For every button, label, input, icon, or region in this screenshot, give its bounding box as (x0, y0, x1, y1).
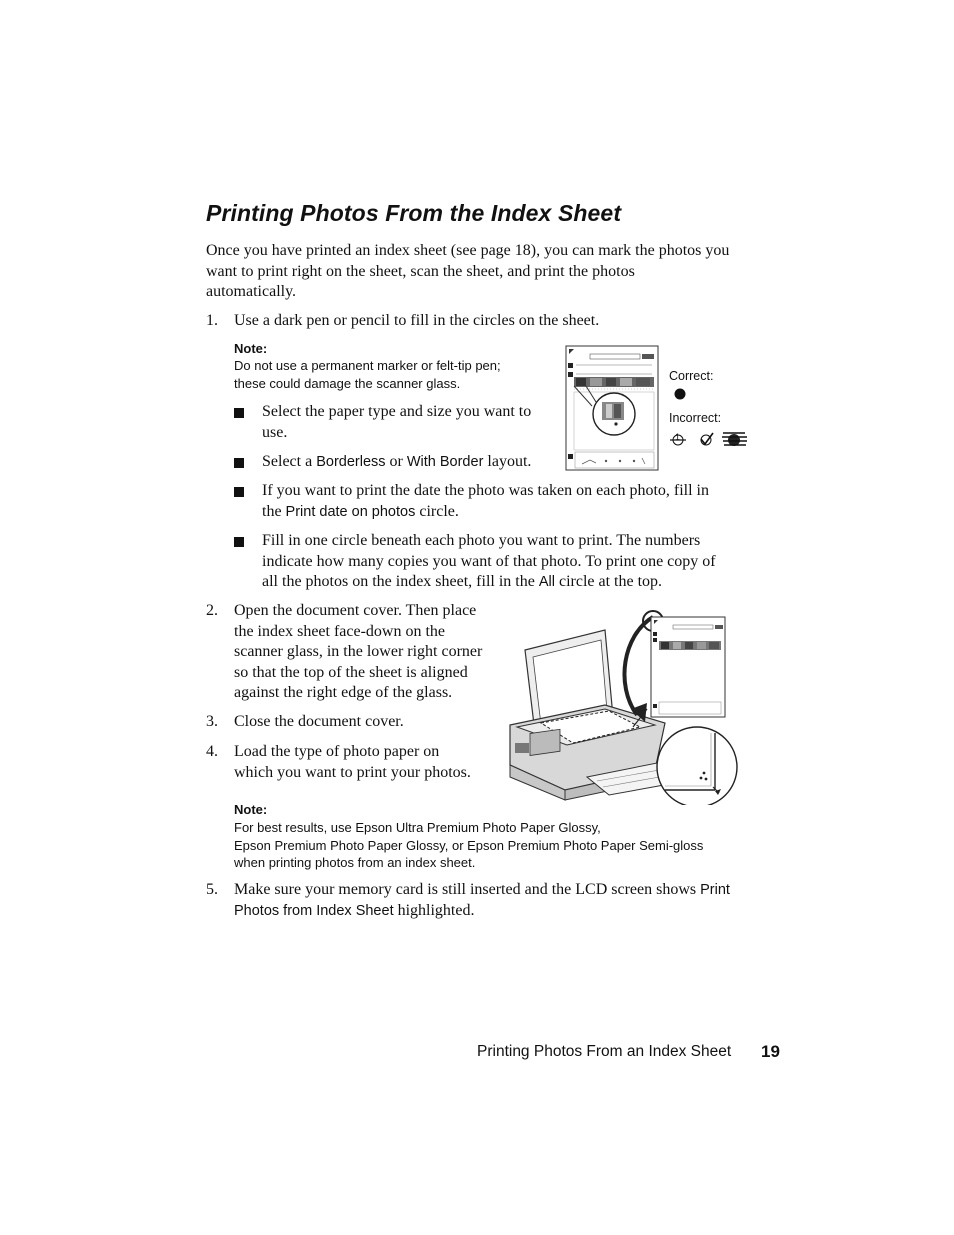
step-3-number: 3. (206, 713, 218, 730)
bullet-2-post: layout. (483, 453, 532, 470)
step-1-text: Use a dark pen or pencil to fill in the circles on the sheet. (234, 312, 600, 329)
step-2-line-1: Open the document cover. Then place (234, 602, 477, 619)
bullet-1-line-1: Select the paper type and size you want to (262, 403, 532, 420)
note-1-line-2: these could damage the scanner glass. (234, 375, 461, 391)
intro-line-1: Once you have printed an index sheet (see page 18), you can mark the photos you (206, 242, 730, 259)
correct-label: Correct: (669, 369, 714, 383)
step-2-text (234, 601, 482, 704)
bullet-2-square (234, 458, 244, 468)
print-date-on-photos-option: Print date on photos (285, 503, 416, 520)
bullet-3-post: circle. (415, 502, 459, 520)
note-2-line-1: For best results, use Epson Ultra Premium Photo Paper Glossy, (234, 820, 601, 835)
note-2-line-2: Epson Premium Photo Paper Glossy, or Epson Premium Photo Paper Semi-gloss (234, 837, 704, 853)
photos-from-index-sheet-option: Photos from Index Sheet (234, 902, 394, 919)
footer-section-title: Printing Photos From an Index Sheet (477, 1043, 732, 1060)
note-1-heading: Note: (234, 341, 268, 356)
step-2-line-2: the index sheet face-down on the (234, 622, 446, 640)
printer-scanner-illustration (505, 605, 745, 805)
with-border-option: With Border (406, 454, 484, 470)
intro-line-3: automatically. (206, 283, 297, 300)
step-3-text: Close the document cover. (234, 713, 404, 730)
page-title: Printing Photos From the Index Sheet (206, 200, 622, 226)
step-4-line-1: Load the type of photo paper on (234, 743, 440, 760)
step-5-line-1 (234, 880, 730, 901)
step-5-pre: Make sure your memory card is still inserted and the LCD screen shows (234, 881, 701, 898)
bullet-3-line-1: If you want to print the date the photo was taken on each photo, fill in (262, 482, 709, 499)
bullet-4-square (234, 537, 244, 547)
intro-line-2: want to print right on the sheet, scan the sheet, and print the photos (206, 262, 635, 280)
step-2-line-3: scanner glass, in the lower right corner (234, 643, 483, 660)
step-5-text (234, 880, 730, 921)
note-2-text (234, 819, 703, 872)
step-4-line-2: which you want to print your photos. (234, 763, 471, 781)
note-1-line-1: Do not use a permanent marker or felt-tip pen; (234, 358, 501, 373)
step-4-number: 4. (206, 743, 218, 760)
step-1-number: 1. (206, 312, 218, 329)
intro-paragraph (206, 241, 729, 303)
bullet-4-line-1: Fill in one circle beneath each photo you want to print. The numbers (262, 532, 701, 549)
note-1-text (234, 357, 501, 392)
incorrect-label: Incorrect: (669, 411, 722, 425)
bullet-4-text (262, 531, 716, 593)
page-number: 19 (761, 1042, 780, 1061)
index-sheet-illustration (562, 344, 760, 474)
bullet-2-mid: or (385, 453, 407, 470)
step-5-line-2 (234, 901, 730, 922)
all-option: All (538, 574, 555, 590)
bullet-1-text (262, 402, 531, 443)
incorrect-mark-number: 1 (675, 432, 681, 442)
bullet-4-line-3 (262, 572, 716, 593)
step-5-post: highlighted. (393, 901, 475, 919)
print-option: Print (700, 882, 730, 898)
bullet-2-pre: Select a (262, 453, 317, 470)
bullet-4-pre: all the photos on the index sheet, fill in the (262, 573, 539, 590)
bullet-3-square (234, 487, 244, 497)
bullet-1-square (234, 408, 244, 418)
bullet-3-line-2 (262, 502, 709, 523)
step-2-number: 2. (206, 602, 218, 619)
bullet-4-line-2: indicate how many copies you want of that photo. To print one copy of (262, 552, 716, 570)
bullet-3-pre: the (262, 502, 286, 520)
step-2-line-5: against the right edge of the glass. (234, 684, 453, 701)
step-5-number: 5. (206, 881, 218, 898)
bullet-2-text (262, 452, 531, 473)
step-4-text (234, 742, 471, 783)
borderless-option: Borderless (316, 454, 386, 470)
bullet-4-post: circle at the top. (554, 573, 663, 590)
note-2-line-3: when printing photos from an index sheet. (234, 855, 476, 870)
bullet-1-line-2: use. (262, 423, 288, 441)
note-2-heading: Note: (234, 802, 268, 817)
bullet-3-text (262, 481, 709, 522)
step-2-line-4: so that the top of the sheet is aligned (234, 663, 468, 681)
correct-mark-filled-circle (675, 389, 686, 400)
